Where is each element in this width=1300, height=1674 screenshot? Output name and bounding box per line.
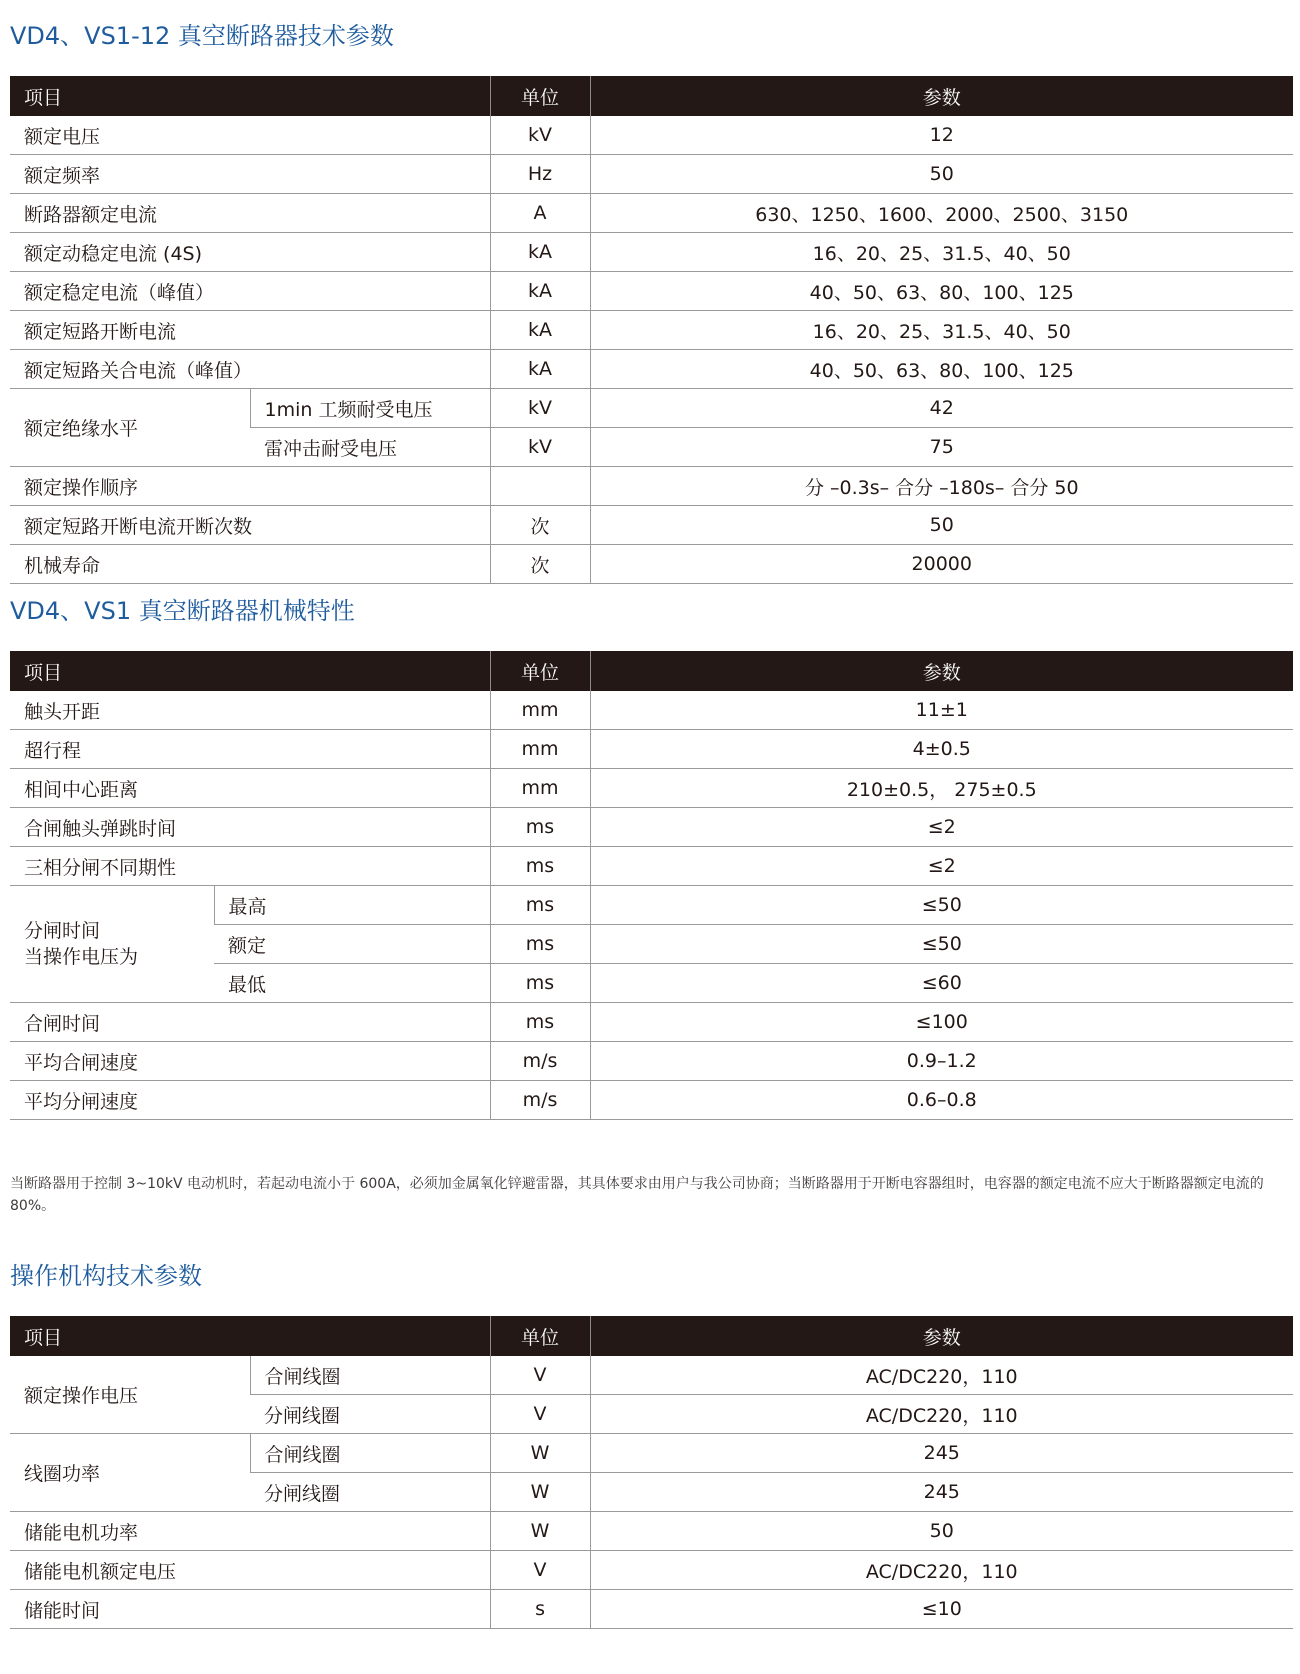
row-item: 储能电机功率	[10, 1512, 490, 1551]
table-row	[10, 311, 1293, 350]
row-value: 245	[590, 1473, 1293, 1512]
table-row	[10, 730, 1293, 769]
table-row	[10, 808, 1293, 847]
row-unit: mm	[490, 730, 590, 769]
row-item: 相间中心距离	[10, 769, 490, 808]
row-unit: W	[490, 1434, 590, 1473]
row-item: 额定频率	[10, 155, 490, 194]
table-row	[10, 886, 1293, 925]
row-item: 平均合闸速度	[10, 1042, 490, 1081]
row-unit: W	[490, 1473, 590, 1512]
row-value: ≤60	[590, 964, 1293, 1003]
mechanical-specs-table	[10, 651, 1293, 1120]
row-item: 储能电机额定电压	[10, 1551, 490, 1590]
row-unit: ms	[490, 847, 590, 886]
row-unit	[490, 467, 590, 506]
row-unit: m/s	[490, 1042, 590, 1081]
row-unit: A	[490, 194, 590, 233]
row-value: 630、1250、1600、2000、2500、3150	[590, 194, 1293, 233]
row-item: 额定稳定电流（峰值）	[10, 272, 490, 311]
row-value: ≤2	[590, 808, 1293, 847]
row-item: 额定电压	[10, 116, 490, 155]
header-param: 参数	[590, 1316, 1293, 1356]
row-sub-item: 合闸线圈	[250, 1356, 490, 1395]
row-value: AC/DC220，110	[590, 1356, 1293, 1395]
table-row	[10, 769, 1293, 808]
row-sub-item: 最高	[214, 886, 490, 925]
table-row	[10, 1590, 1293, 1629]
row-item: 额定短路开断电流	[10, 311, 490, 350]
table-row	[10, 545, 1293, 584]
row-unit: V	[490, 1356, 590, 1395]
row-unit: ms	[490, 1003, 590, 1042]
row-group: 额定绝缘水平	[10, 389, 250, 467]
row-sub-item: 合闸线圈	[250, 1434, 490, 1473]
table-row	[10, 233, 1293, 272]
row-item: 断路器额定电流	[10, 194, 490, 233]
row-sub-item: 分闸线圈	[250, 1473, 490, 1512]
row-value: 50	[590, 1512, 1293, 1551]
table-row	[10, 389, 1293, 428]
row-item: 合闸时间	[10, 1003, 490, 1042]
row-value: 50	[590, 506, 1293, 545]
row-unit: Hz	[490, 155, 590, 194]
row-value: 16、20、25、31.5、40、50	[590, 233, 1293, 272]
row-unit: mm	[490, 769, 590, 808]
row-sub-item: 最低	[214, 964, 490, 1003]
table-row	[10, 194, 1293, 233]
row-item: 额定短路开断电流开断次数	[10, 506, 490, 545]
table-row	[10, 1081, 1293, 1120]
row-value: ≤100	[590, 1003, 1293, 1042]
mechanism-specs-table	[10, 1316, 1293, 1629]
table-row	[10, 847, 1293, 886]
row-value: ≤50	[590, 886, 1293, 925]
row-value: ≤50	[590, 925, 1293, 964]
row-value: 210±0.5， 275±0.5	[590, 769, 1293, 808]
row-value: 245	[590, 1434, 1293, 1473]
table-row	[10, 116, 1293, 155]
table-row	[10, 350, 1293, 389]
row-unit: 次	[490, 506, 590, 545]
row-item: 额定操作顺序	[10, 467, 490, 506]
table-row	[10, 691, 1293, 730]
row-value: ≤2	[590, 847, 1293, 886]
row-value: 0.9–1.2	[590, 1042, 1293, 1081]
row-unit: kA	[490, 350, 590, 389]
row-item: 三相分闸不同期性	[10, 847, 490, 886]
row-unit: ms	[490, 808, 590, 847]
table-row	[10, 155, 1293, 194]
table-row	[10, 1434, 1293, 1473]
row-group: 线圈功率	[10, 1434, 250, 1512]
row-sub-item: 雷冲击耐受电压	[250, 428, 490, 467]
row-unit: mm	[490, 691, 590, 730]
header-item: 项目	[10, 651, 490, 691]
row-value: 40、50、63、80、100、125	[590, 272, 1293, 311]
row-item: 合闸触头弹跳时间	[10, 808, 490, 847]
row-unit: s	[490, 1590, 590, 1629]
row-value: 20000	[590, 545, 1293, 584]
table-row	[10, 467, 1293, 506]
row-value: 75	[590, 428, 1293, 467]
table-row	[10, 1512, 1293, 1551]
row-group: 额定操作电压	[10, 1356, 250, 1434]
row-value: 50	[590, 155, 1293, 194]
row-group: 分闸时间 当操作电压为	[10, 886, 214, 1003]
table-row	[10, 1356, 1293, 1395]
row-item: 额定短路关合电流（峰值）	[10, 350, 490, 389]
table-header-row	[10, 1316, 1293, 1356]
header-unit: 单位	[490, 1316, 590, 1356]
row-unit: ms	[490, 964, 590, 1003]
row-sub-item: 1min 工频耐受电压	[250, 389, 490, 428]
row-unit: kV	[490, 389, 590, 428]
row-unit: V	[490, 1551, 590, 1590]
section-title-breaker-specs: VD4、VS1-12 真空断路器技术参数	[10, 22, 394, 50]
row-item: 额定动稳定电流 (4S)	[10, 233, 490, 272]
table-header-row	[10, 76, 1293, 116]
row-item: 储能时间	[10, 1590, 490, 1629]
row-unit: W	[490, 1512, 590, 1551]
row-item: 触头开距	[10, 691, 490, 730]
row-unit: ms	[490, 925, 590, 964]
row-unit: 次	[490, 545, 590, 584]
header-item: 项目	[10, 1316, 490, 1356]
row-value: 4±0.5	[590, 730, 1293, 769]
header-unit: 单位	[490, 76, 590, 116]
row-unit: kA	[490, 272, 590, 311]
header-param: 参数	[590, 76, 1293, 116]
table-row	[10, 272, 1293, 311]
breaker-specs-table	[10, 76, 1293, 584]
row-unit: m/s	[490, 1081, 590, 1120]
section-title-mechanism: 操作机构技术参数	[10, 1262, 202, 1290]
footnote: 当断路器用于控制 3~10kV 电动机时，若起动电流小于 600A，必须加金属氧化锌避雷器，其具体要求由用户与我公司协商；当断路器用于开断电容器组时，电容器的额定电流不应大于断路器额定电流的 80%。	[10, 1176, 1264, 1214]
header-param: 参数	[590, 651, 1293, 691]
row-value: AC/DC220，110	[590, 1551, 1293, 1590]
row-value: 11±1	[590, 691, 1293, 730]
row-sub-item: 分闸线圈	[250, 1395, 490, 1434]
row-value: AC/DC220，110	[590, 1395, 1293, 1434]
row-unit: kA	[490, 233, 590, 272]
row-unit: V	[490, 1395, 590, 1434]
row-item: 平均分闸速度	[10, 1081, 490, 1120]
row-value: 42	[590, 389, 1293, 428]
section-title-mechanical: VD4、VS1 真空断路器机械特性	[10, 597, 355, 625]
row-unit: ms	[490, 886, 590, 925]
row-item: 超行程	[10, 730, 490, 769]
row-sub-item: 额定	[214, 925, 490, 964]
row-value: 12	[590, 116, 1293, 155]
header-item: 项目	[10, 76, 490, 116]
row-unit: kA	[490, 311, 590, 350]
row-value: 40、50、63、80、100、125	[590, 350, 1293, 389]
row-item: 机械寿命	[10, 545, 490, 584]
table-header-row	[10, 651, 1293, 691]
table-row	[10, 1003, 1293, 1042]
row-unit: kV	[490, 428, 590, 467]
table-row	[10, 1551, 1293, 1590]
row-unit: kV	[490, 116, 590, 155]
table-row	[10, 1042, 1293, 1081]
row-value: 分 –0.3s– 合分 –180s– 合分 50	[590, 467, 1293, 506]
table-row	[10, 506, 1293, 545]
row-value: ≤10	[590, 1590, 1293, 1629]
row-value: 16、20、25、31.5、40、50	[590, 311, 1293, 350]
header-unit: 单位	[490, 651, 590, 691]
row-value: 0.6–0.8	[590, 1081, 1293, 1120]
